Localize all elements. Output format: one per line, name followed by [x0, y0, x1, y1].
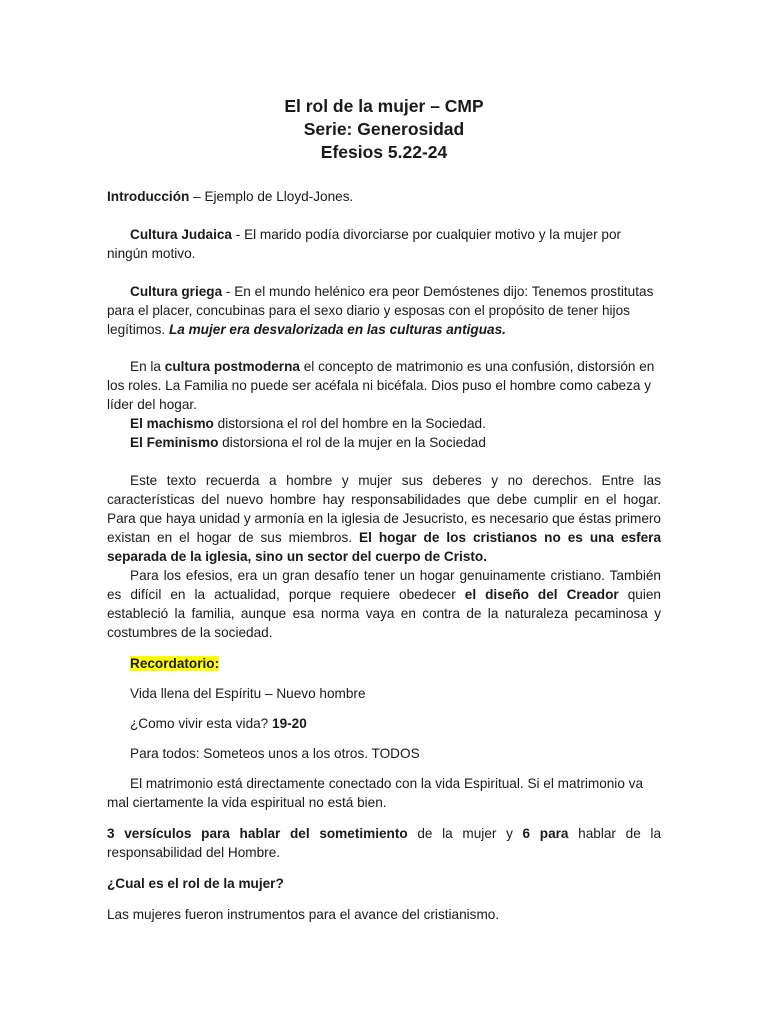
postmoderna-text: el concepto de matrimonio es una confusión, distorsión en los roles. La Familia no puede ser acéfala ni bicéfala. Dios puso el hombre como cabeza y líder del hogar.	[107, 359, 655, 412]
cierre-text: Las mujeres fueron instrumentos para el avance del cristianismo.	[107, 907, 500, 922]
title-line-2: Serie: Generosidad	[303, 119, 465, 139]
judaica-label: Cultura Judaica	[130, 227, 232, 242]
machismo-line	[107, 414, 661, 433]
pregunta-text: ¿Cual es el rol de la mujer?	[107, 876, 284, 891]
como-bold: 19-20	[272, 716, 307, 731]
title-line-3: Efesios 5.22-24	[320, 142, 448, 162]
versiculos-text-2: hablar de la responsabilidad del Hombre.	[107, 826, 662, 860]
como-paragraph	[107, 714, 661, 733]
versiculos-bold-2: 6 para	[522, 826, 569, 841]
recordatorio-highlight: Recordatorio:	[130, 656, 220, 671]
efesios-line	[107, 566, 661, 642]
recordatorio-paragraph	[107, 654, 661, 673]
como-text: ¿Como vivir esta vida?	[130, 716, 273, 731]
judaica-paragraph	[107, 225, 661, 263]
vida-paragraph	[107, 684, 661, 703]
versiculos-paragraph	[107, 824, 661, 862]
matrimonio-text: El matrimonio está directamente conectado con la vida Espiritual. Si el matrimonio va mal ciertamente la vida espiritual no está bien.	[107, 776, 644, 810]
texto-p1: Este texto recuerda a hombre y mujer sus deberes y no derechos. Entre las características del nuevo hombre hay responsabilidades que debe cumplir en el hogar. Para que haya unidad y armonía en la iglesia de Jesucristo, es necesario que éstas primero existan en el hogar de sus miembros.	[107, 473, 661, 545]
postmoderna-bold: cultura postmoderna	[164, 359, 300, 374]
document-title	[0, 95, 768, 164]
todos-text: Para todos: Someteos unos a los otros. TODOS	[130, 746, 420, 761]
judaica-text: - El marido podía divorciarse por cualquier motivo y la mujer por ningún motivo.	[107, 227, 622, 261]
griega-label: Cultura griega	[130, 284, 223, 299]
pregunta-paragraph	[107, 874, 661, 893]
postmoderna-pre: En la	[130, 359, 165, 374]
griega-emphasis: La mujer era desvalorizada en las culturas antiguas.	[168, 322, 506, 337]
feminismo-line	[107, 433, 661, 452]
griega-paragraph	[107, 282, 661, 339]
texto-p2-bold: el diseño del Creador	[464, 587, 619, 602]
versiculos-bold-1: 3 versículos para hablar del sometimiento	[107, 826, 408, 841]
texto-paragraph	[107, 471, 661, 642]
machismo-text: distorsiona el rol del hombre en la Sociedad.	[213, 416, 486, 431]
machismo-label: El machismo	[130, 416, 214, 431]
texto-p2a: Para los efesios, era un gran desafío tener un hogar genuinamente cristiano. También es difícil en la actualidad, porque requiere obedecer	[107, 568, 661, 602]
feminismo-text: distorsiona el rol de la mujer en la Sociedad	[218, 435, 486, 450]
intro-label: Introducción	[107, 189, 190, 204]
title-line-1: El rol de la mujer – CMP	[284, 96, 484, 116]
todos-paragraph	[107, 744, 661, 763]
versiculos-text-1: de la mujer y	[407, 826, 523, 841]
texto-p2b: quien estableció la familia, aunque esa norma vaya en contra de la naturaleza pecaminosa y costumbres de la sociedad.	[107, 587, 661, 640]
cierre-paragraph	[107, 905, 661, 924]
texto-p1-bold: El hogar de los cristianos no es una esfera separada de la iglesia, sino un sector del cuerpo de Cristo.	[107, 530, 662, 564]
griega-text: - En el mundo helénico era peor Demóstenes dijo: Tenemos prostitutas para el placer, concubinas para el sexo diario y esposas con el propósito de tener hijos legítimos.	[107, 284, 654, 337]
feminismo-label: El Feminismo	[130, 435, 219, 450]
intro-paragraph	[107, 187, 661, 206]
vida-text: Vida llena del Espíritu – Nuevo hombre	[130, 686, 366, 701]
intro-text: – Ejemplo de Lloyd-Jones.	[189, 189, 354, 204]
postmoderna-paragraph	[107, 357, 661, 452]
matrimonio-paragraph	[107, 774, 661, 812]
